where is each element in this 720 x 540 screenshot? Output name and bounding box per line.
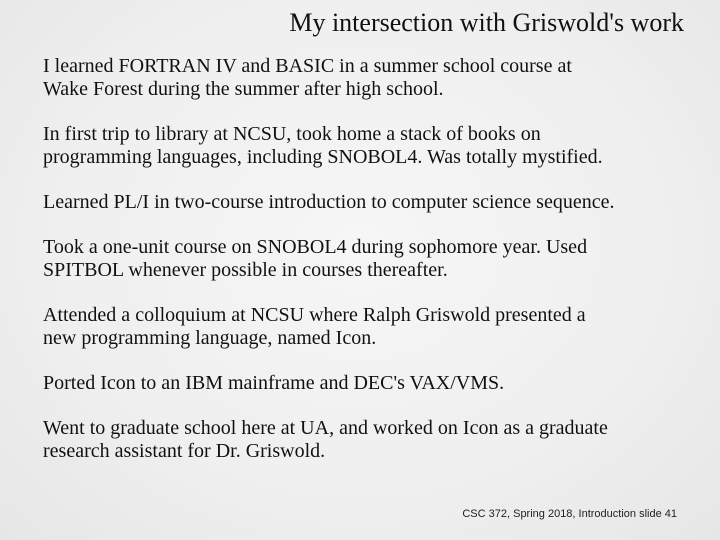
bullet-item: I learned FORTRAN IV and BASIC in a summer school course at Wake Forest during the summer after high school. bbox=[43, 55, 572, 100]
bullet-item: Attended a colloquium at NCSU where Ralph Griswold presented a new programming language, named Icon. bbox=[43, 304, 586, 349]
slide-footer: CSC 372, Spring 2018, Introduction slide 41 bbox=[462, 508, 677, 520]
bullet-item: Learned PL/I in two-course introduction to computer science sequence. bbox=[43, 191, 615, 213]
slide-title: My intersection with Griswold's work bbox=[289, 8, 684, 37]
bullet-list bbox=[43, 55, 703, 485]
bullet-item: In first trip to library at NCSU, took home a stack of books on programming languages, including SNOBOL4. Was totally mystified. bbox=[43, 123, 603, 168]
bullet-item: Took a one-unit course on SNOBOL4 during sophomore year. Used SPITBOL whenever possible in courses thereafter. bbox=[43, 236, 588, 281]
bullet-item: Ported Icon to an IBM mainframe and DEC's VAX/VMS. bbox=[43, 372, 505, 394]
bullet-item: Went to graduate school here at UA, and worked on Icon as a graduate research assistant for Dr. Griswold. bbox=[43, 417, 608, 462]
